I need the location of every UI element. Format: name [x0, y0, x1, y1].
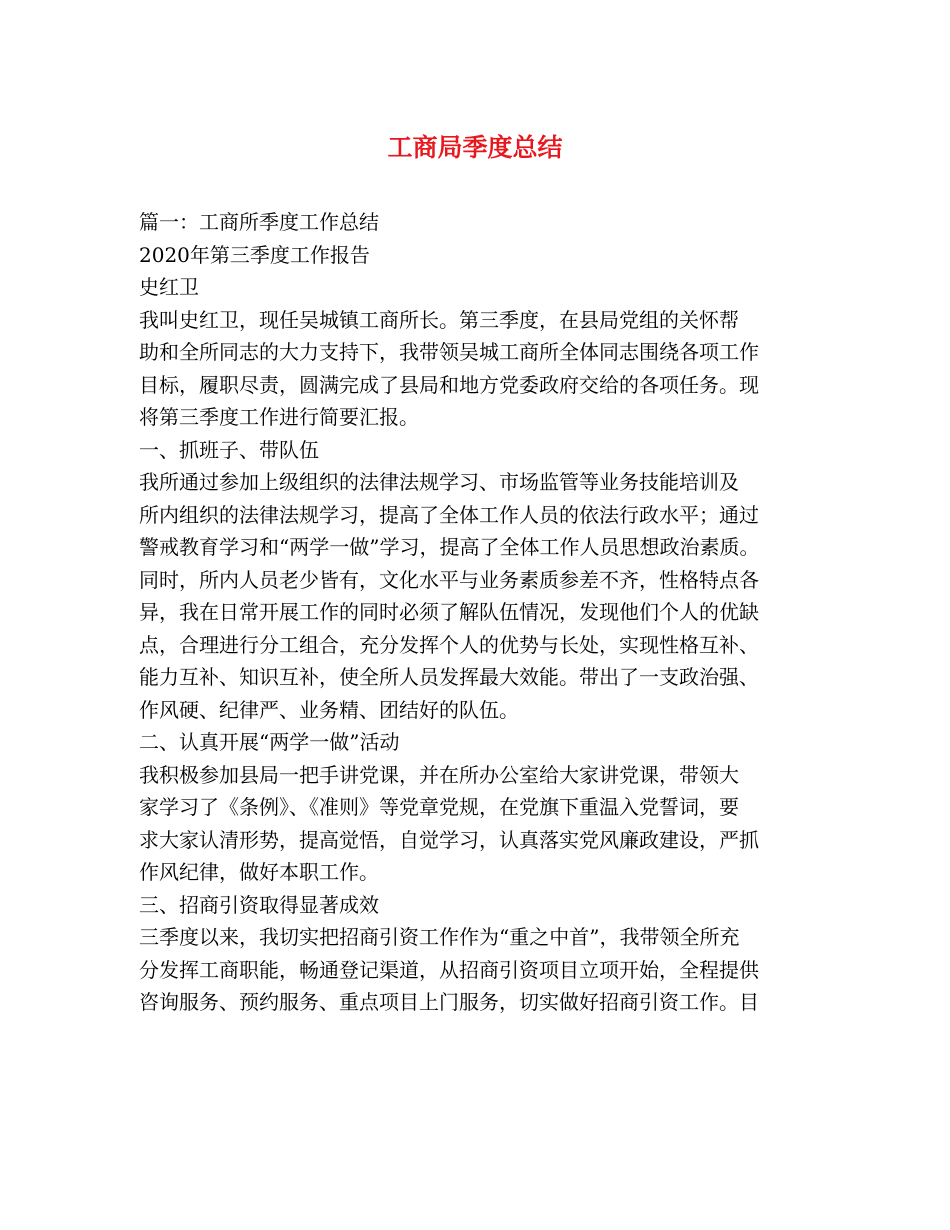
- text-line: 我积极参加县局一把手讲党课，并在所办公室给大家讲党课，带领大: [139, 762, 739, 787]
- document-title: 工商局季度总结: [387, 133, 563, 162]
- text-line: 同时，所内人员老少皆有，文化水平与业务素质参差不齐，性格特点各: [139, 567, 759, 592]
- text-line: 助和全所同志的大力支持下，我带领吴城工商所全体同志围绕各项工作: [139, 340, 759, 364]
- text-line: 警戒教育学习和“两学一做”学习，提高了全体工作人员思想政治素质。: [139, 535, 760, 559]
- text-line: 能力互补、知识互补，使全所人员发挥最大效能。带出了一支政治强、: [139, 665, 759, 689]
- text-line: 作风纪律，做好本职工作。: [139, 860, 379, 884]
- text-line: 将第三季度工作进行简要汇报。: [139, 405, 419, 429]
- text-line: 作风硬、纪律严、业务精、团结好的队伍。: [139, 697, 519, 722]
- text-line: 家学习了《条例》、《准则》等党章党规，在党旗下重温入党誓词，要: [139, 795, 739, 819]
- text-line: 点，合理进行分工组合，充分发挥个人的优势与长处，实现性格互补、: [139, 632, 759, 657]
- document-body: [139, 206, 829, 1019]
- text-line: 三季度以来，我切实把招商引资工作作为“重之中首”，我带领全所充: [139, 925, 740, 949]
- text-line: 三、招商引资取得显著成效: [139, 892, 379, 917]
- text-line: 一、抓班子、带队伍: [139, 437, 319, 462]
- text-line: 我叫史红卫，现任吴城镇工商所长。第三季度，在县局党组的关怀帮: [139, 307, 739, 332]
- text-line: 目标，履职尽责，圆满完成了县局和地方党委政府交给的各项任务。现: [139, 372, 759, 397]
- text-line: 求大家认清形势，提高觉悟，自觉学习，认真落实党风廉政建设，严抓: [139, 827, 759, 852]
- text-line: 篇一：工商所季度工作总结: [139, 210, 379, 234]
- text-line: 史红卫: [139, 275, 199, 299]
- text-line: 二、认真开展“两学一做”活动: [139, 730, 400, 754]
- text-line: 咨询服务、预约服务、重点项目上门服务，切实做好招商引资工作。目: [139, 990, 759, 1014]
- text-line: 所内组织的法律法规学习，提高了全体工作人员的依法行政水平；通过: [139, 502, 759, 527]
- text-line: 我所通过参加上级组织的法律法规学习、市场监管等业务技能培训及: [139, 470, 739, 494]
- text-line: 2020年第三季度工作报告: [139, 242, 370, 267]
- text-line: 异，我在日常开展工作的同时必须了解队伍情况，发现他们个人的优缺: [139, 600, 759, 624]
- text-line: 分发挥工商职能，畅通登记渠道，从招商引资项目立项开始，全程提供: [139, 957, 759, 982]
